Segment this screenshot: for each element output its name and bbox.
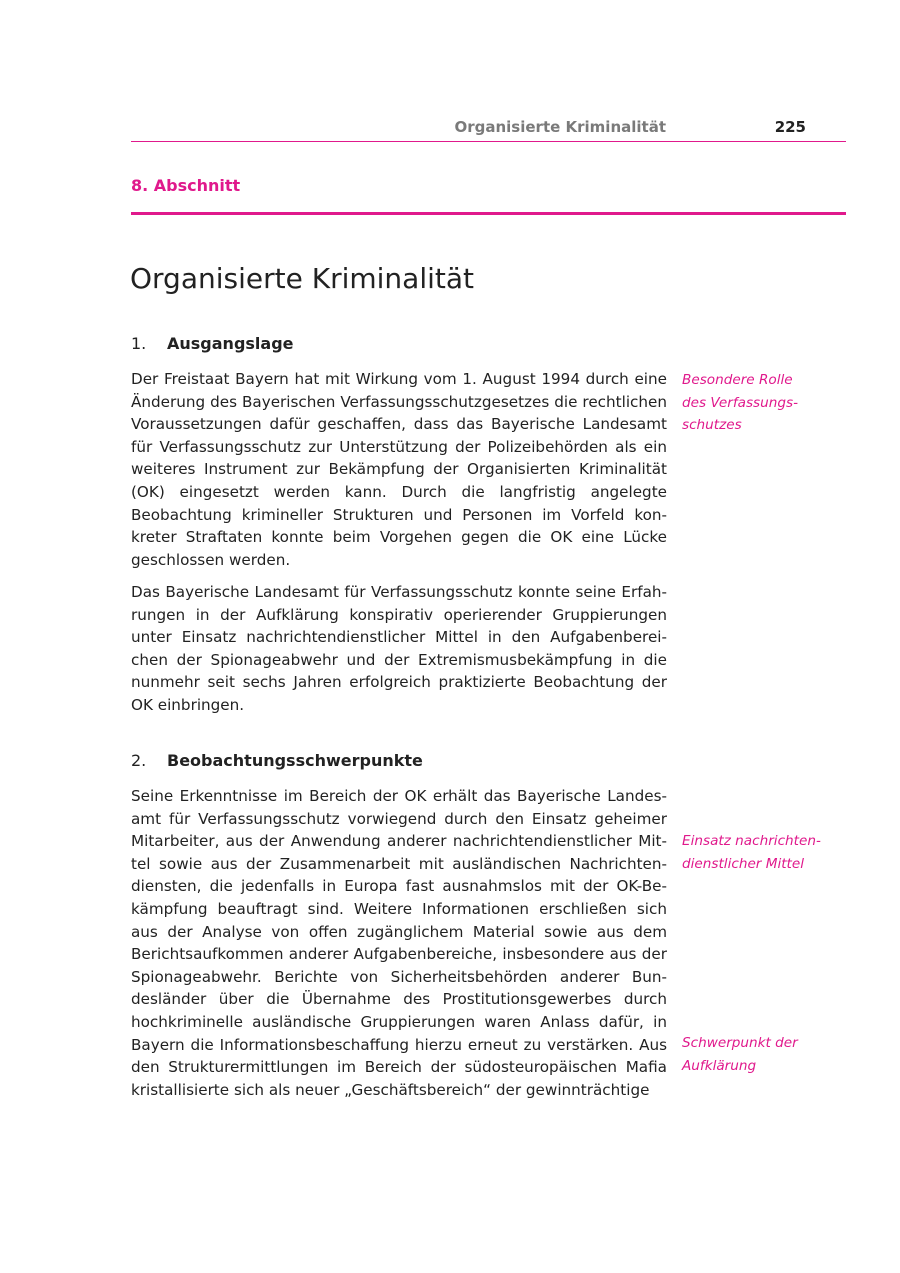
section-label: 8. Abschnitt xyxy=(131,176,241,195)
section-title: Beobachtungsschwerpunkte xyxy=(167,751,423,770)
page-number: 225 xyxy=(774,118,806,136)
margin-note xyxy=(682,830,832,875)
section-number: 1. xyxy=(131,334,147,353)
margin-note-line: Aufklärung xyxy=(682,1057,757,1074)
margin-note-line: Einsatz nachrichten- xyxy=(682,833,821,849)
section-title: Ausgangslage xyxy=(167,334,294,353)
margin-note xyxy=(682,369,832,437)
margin-note-line: schutzes xyxy=(682,417,742,433)
chapter-title: Organisierte Kriminalität xyxy=(130,262,475,295)
running-header-title: Organisierte Kriminalität xyxy=(454,118,666,136)
header-divider xyxy=(131,141,846,142)
section-number: 2. xyxy=(131,751,147,770)
margin-note xyxy=(682,1032,832,1077)
margin-note-line: dienstlicher Mittel xyxy=(682,855,805,872)
section-heading-2 xyxy=(131,751,423,770)
margin-note-line: Besondere Rolle xyxy=(682,372,793,388)
paragraph: Der Freistaat Bayern hat mit Wirkung vom 1. August 1994 durch eine Änderung des Bayerischen Verfassungsschutzgesetzes die rechtlichen Voraussetzungen dafür geschaffen, dass das Bayerische Landesamt für Verfassungsschutz zur Unterstützung der Polizeibehörden als ein weiteres Instrument zur Bekämpfung der Organisierten Kriminalität (OK) eingesetzt werden kann. Durch die langfristig angelegte Beobachtung krimineller Strukturen und Personen im Vorfeld konkreter Straftaten konnte beim Vorgehen gegen die OK eine Lücke geschlossen werden. xyxy=(131,370,667,569)
section-divider xyxy=(131,212,846,215)
margin-note-line: des Verfassungs- xyxy=(682,394,798,411)
paragraph: Seine Erkenntnisse im Bereich der OK erhält das Bayerische Landesamt für Verfassungsschutz vorwiegend durch den Einsatz geheimer Mitarbeiter, aus der Anwendung anderer nachrichtendienstlicher Mittel sowie aus der Zusammenarbeit mit ausländischen Nachrichtendiensten, die jedenfalls in Europa fast ausnahmslos mit der OK-Bekämpfung beauftragt sind. Weitere Informationen erschließen sich aus der Analyse von offen zugänglichem Material sowie aus dem Berichtsaufkommen anderer Aufgabenbereiche, insbesondere aus der Spionageabwehr. Berichte von Sicherheitsbehörden anderer Bundesländer über die Übernahme des Prostitutionsgewerbes durch hochkriminelle ausländische Gruppierungen waren Anlass dafür, in Bayern die Informationsbeschaffung hierzu erneut zu verstärken. Aus den Strukturermittlungen im Bereich der südosteuropäischen Mafia kristallisierte sich als neuer „Geschäftsbereich“ der gewinnträchtige xyxy=(131,787,667,1099)
paragraph: Das Bayerische Landesamt für Verfassungsschutz konnte seine Erfahrungen in der Aufklärung konspirativ operierender Gruppierungen unter Einsatz nachrichtendienstlicher Mittel in den Aufgabenbereichen der Spionageabwehr und der Extremismusbekämpfung in die nunmehr seit sechs Jahren erfolgreich praktizierte Beobachtung der OK einbringen. xyxy=(131,583,667,714)
margin-note-line: Schwerpunkt der xyxy=(682,1035,798,1051)
section-heading-1 xyxy=(131,334,294,353)
